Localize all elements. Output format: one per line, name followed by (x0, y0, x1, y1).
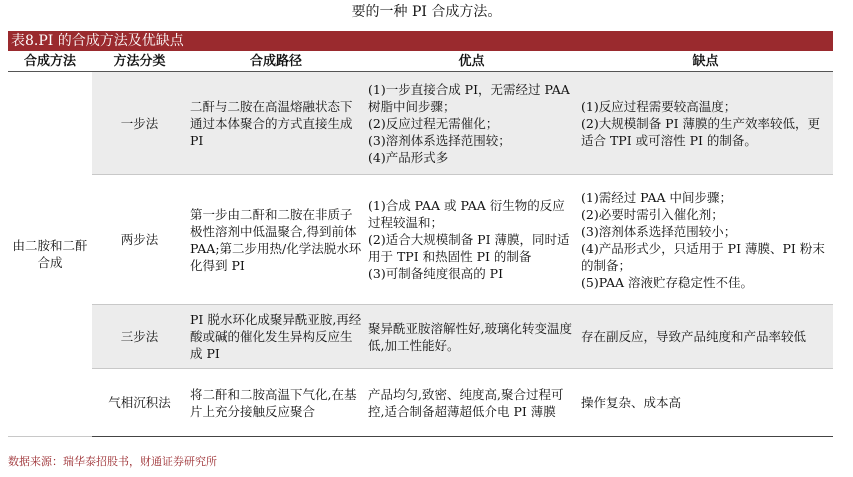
cons-item: (5)PAA 溶液贮存稳定性不佳。 (581, 274, 753, 290)
source-note: 数据来源：瑞华泰招股书，财通证券研究所 (8, 455, 217, 468)
pros-item: (1)合成 PAA 或 PAA 衍生物的反应过程较温和； (368, 198, 565, 230)
cons-item: 操作复杂、成本高 (581, 395, 682, 410)
pros-cell (365, 369, 578, 437)
header-category: 方法分类 (92, 51, 187, 72)
cons-cell (578, 305, 833, 369)
table-row (8, 175, 833, 305)
pros-item: (2)反应过程无需催化； (368, 115, 499, 131)
cons-item: (2)必要时需引入催化剂； (581, 206, 724, 222)
cons-item: (3)溶剂体系选择范围较小； (581, 223, 737, 239)
cons-item: (1)反应过程需要较高温度； (581, 98, 737, 114)
pros-cell (365, 175, 578, 305)
pros-item: (3)溶剂体系选择范围较； (368, 132, 511, 148)
category-cell: 气相沉积法 (92, 369, 187, 437)
cons-item: (2)大规模制备 PI 薄膜的生产效率较低，更适合 TPI 或可溶性 PI 的制备。 (581, 115, 821, 148)
table-row (8, 305, 833, 369)
synthesis-methods-table (8, 51, 833, 437)
category-cell: 三步法 (92, 305, 187, 369)
pros-item: (3)可制备纯度很高的 PI (368, 266, 504, 281)
table-caption: 表8.PI 的合成方法及优缺点 (8, 31, 833, 51)
cons-item: (4)产品形式少，只适用于 PI 薄膜、PI 粉末的制备； (581, 240, 825, 273)
pros-cell (365, 72, 578, 175)
header-method: 合成方法 (8, 51, 92, 72)
table-row (8, 72, 833, 175)
pros-item: 聚异酰亚胺溶解性好,玻璃化转变温度低,加工性能好。 (368, 320, 572, 353)
pros-cell (365, 305, 578, 369)
category-cell: 两步法 (92, 175, 187, 305)
cons-cell (578, 175, 833, 305)
group-label: 由二胺和二酐合成 (8, 72, 92, 437)
header-cons: 缺点 (578, 51, 833, 72)
pros-item: (1)一步直接合成 PI，无需经过 PAA 树脂中间步骤； (368, 81, 570, 114)
header-row (8, 51, 833, 72)
header-pros: 优点 (365, 51, 578, 72)
category-cell: 一步法 (92, 72, 187, 175)
pros-item: (4)产品形式多 (368, 149, 449, 165)
route-cell: 第一步由二酐和二胺在非质子极性溶剂中低温聚合,得到前体 PAA;第二步用热/化学法脱水环化得到 PI (187, 175, 365, 305)
table-row (8, 369, 833, 437)
intro-text: 要的一种 PI 合成方法。 (351, 4, 502, 20)
route-cell: PI 脱水环化成聚异酰亚胺,再经酸或碱的催化发生异构反应生成 PI (187, 305, 365, 369)
header-route: 合成路径 (187, 51, 365, 72)
route-cell: 二酐与二胺在高温熔融状态下通过本体聚合的方式直接生成 PI (187, 72, 365, 175)
route-cell: 将二酐和二胺高温下气化,在基片上充分接触反应聚合 (187, 369, 365, 437)
pros-item: (2)适合大规模制备 PI 薄膜，同时适用于 TPI 和热固性 PI 的制备 (368, 232, 570, 264)
cons-cell (578, 72, 833, 175)
cons-item: 存在副反应，导致产品纯度和产品率较低 (581, 329, 807, 344)
cons-item: (1)需经过 PAA 中间步骤； (581, 189, 732, 205)
pros-item: 产品均匀,致密、纯度高,聚合过程可控,适合制备超薄超低介电 PI 薄膜 (368, 386, 564, 419)
cons-cell (578, 369, 833, 437)
